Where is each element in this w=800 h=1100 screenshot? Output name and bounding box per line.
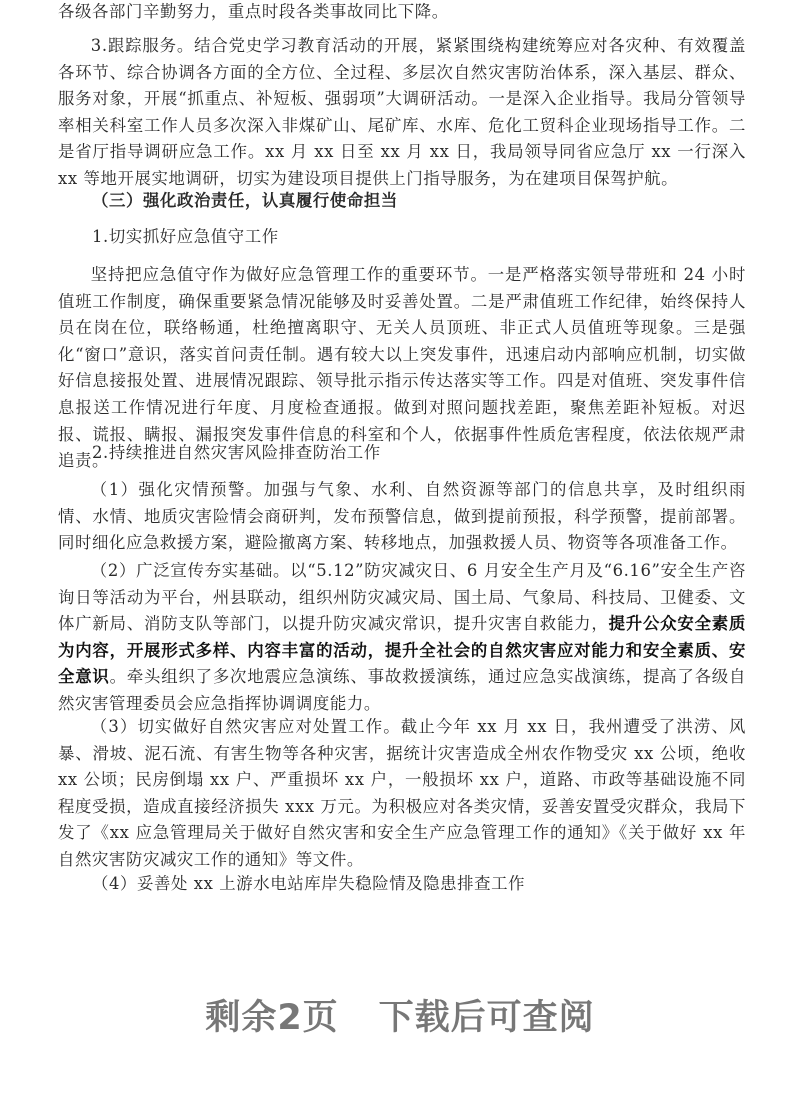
remaining-pages-label: 剩余2页 — [205, 998, 339, 1038]
subheading-hydropower-hazard: （4）妥善处 xx 上游水电站库岸失稳险情及隐患排查工作 — [92, 874, 526, 893]
publicity-text-end: 。牵头组织了多次地震应急演练、事故救援演练，通过应急实战演练，提高了各级自然灾害管理委员会应急指挥协调调度能力。 — [58, 667, 746, 713]
publicity-text-emphasis: 提升公众安全素质为内容，开展形式多样、内容丰富的活动，提升全社会的自然灾害应对能力和安全素质、安全意识 — [58, 614, 746, 687]
paragraph-disaster-response: （3）切实做好自然灾害应对处置工作。截止今年 xx 月 xx 日，我州遭受了洪涝、风暴、滑坡、泥石流、有害生物等各种灾害，据统计灾害造成全州农作物受灾 xx 公顷，绝收 xx 公顷；民房倒塌 xx 户、严重损坏 xx 户，一般损坏 xx 户，道路、市政等基础设施不同程度受损，造成直接经济损失 xxx 万元。为积极应对各类灾情，妥善安置受灾群众，我局下发了《xx 应急管理局关于做好自然灾害和安全生产应急管理工作的通知》《关于做好 xx 年自然灾害防灾减灾工作的通知》等文件。 — [58, 717, 746, 869]
paragraph-accident-decline: 各级各部门辛勤努力，重点时段各类事故同比下降。 — [58, 2, 449, 21]
paragraph-emergency-duty: 坚持把应急值守作为做好应急管理工作的重要环节。一是严格落实领导带班和 24 小时值班工作制度，确保重要紧急情况能够及时妥善处置。二是严肃值班工作纪律，始终保持人员在岗在位，联络畅通，杜绝擅离职守、无关人员顶班、非正式人员值班等现象。三是强化“窗口”意识，落实首问责任制。遇有较大以上突发事件，迅速启动内部响应机制，切实做好信息接报处置、进展情况跟踪、领导批示指示传达落实等工作。四是对值班、突发事件信息报送工作情况进行年度、月度检查通报。做到对照问题找差距，聚焦差距补短板。对迟报、谎报、瞒报、漏报突发事件信息的科室和个人，依据事件性质危害程度，依法依规严肃追责。 — [58, 265, 746, 471]
paragraph-disaster-warning: （1）强化灾情预警。加强与气象、水利、自然资源等部门的信息共享，及时组织雨情、水情、地质灾害险情会商研判，发布预警信息，做到提前预报，科学预警，提前部署。同时细化应急救援方案，避险撤离方案、转移地点，加强救援人员、物资等各项准备工作。 — [58, 480, 746, 553]
section-heading-political-responsibility: （三）强化政治责任，认真履行使命担当 — [92, 191, 398, 210]
subheading-emergency-duty: 1.切实抓好应急值守工作 — [92, 227, 279, 246]
download-to-view-label: 下载后可查阅 — [378, 998, 595, 1038]
publicity-text-start: （2）广泛宣传夯实基础。以“5.12”防灾减灾日、6 月安全生产月及“6.16”安全生产咨询日等活动为平台，州县联动，组织州防灾减灾局、国土局、气象局、科技局、卫健委、文体广新局、消防支队等部门，以提升防灾减灾常识，提升灾害自救能力， — [58, 561, 746, 634]
remaining-pages-banner[interactable] — [0, 990, 800, 1040]
paragraph-follow-up-service: 3.跟踪服务。结合党史学习教育活动的开展，紧紧围绕构建统筹应对各灾种、有效覆盖各环节、综合协调各方面的全方位、全过程、多层次自然灾害防治体系，深入基层、群众、服务对象，开展“抓重点、补短板、强弱项”大调研活动。一是深入企业指导。我局分管领导率相关科室工作人员多次深入非煤矿山、尾矿库、水库、危化工贸科企业现场指导工作。二是省厅指导调研应急工作。xx 月 xx 日至 xx 月 xx 日，我局领导同省应急厅 xx 一行深入 xx 等地开展实地调研，切实为建设项目提供上门指导服务，为在建项目保驾护航。 — [58, 36, 746, 188]
paragraph-publicity — [58, 558, 746, 718]
subheading-disaster-risk: 2.持续推进自然灾害风险排查防治工作 — [92, 443, 381, 462]
